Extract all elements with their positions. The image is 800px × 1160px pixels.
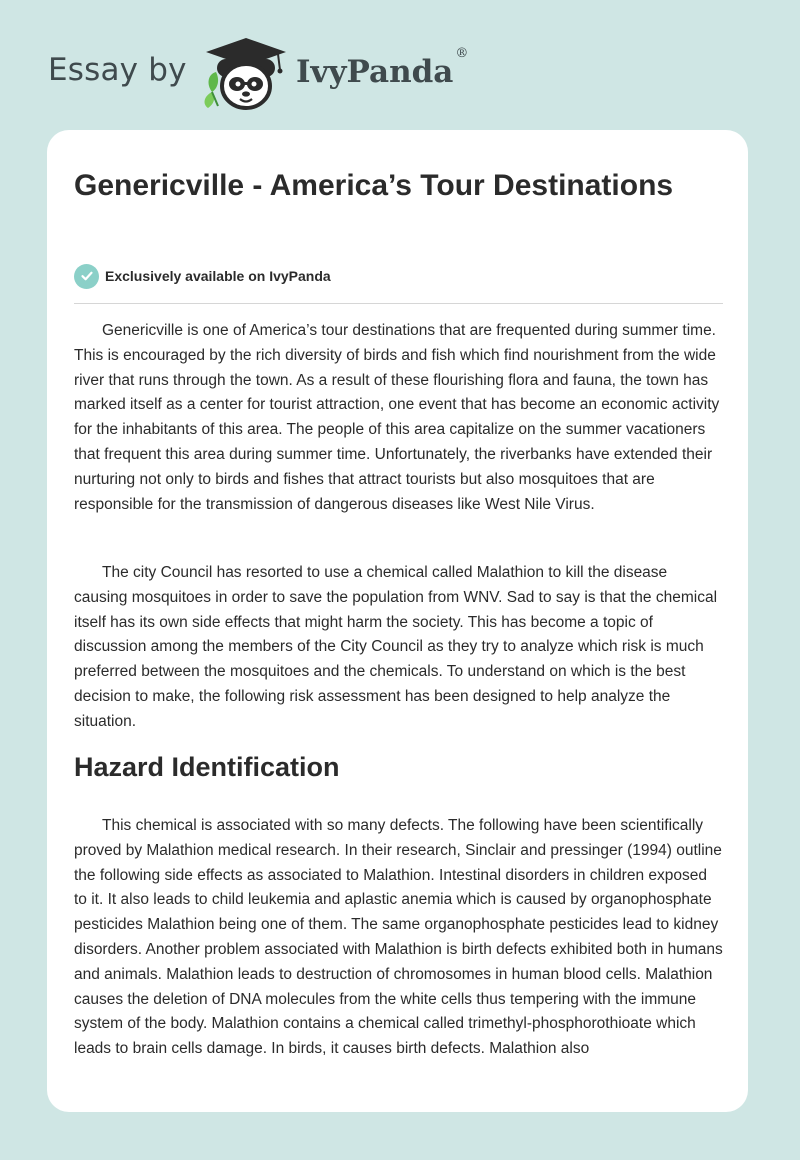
divider [74,303,723,304]
check-circle-icon [74,264,99,289]
paragraph-hazard: This chemical is associated with so many defects. The following have been scientifically proved by Malathion medical research. In their research, Sinclair and pressinger (1994) outline the following side effects as associated to Malathion. Intestinal disorders in children exposed to it. It also leads to child leukemia and aplastic anemia which is caused by organophosphate pesticides Malathion being one of them. The same organophosphate pesticides lead to kidney disorders. Another problem associated with Malathion is birth defects exhibited both in humans and animals. Malathion leads to destruction of chromosomes in human blood cells. Malathion causes the deletion of DNA molecules from the white cells thus tempering with the immune system of the body. Malathion contains a chemical called trimethyl-phosphorothioate which leads to brain cells damage. In birds, it causes birth defects. Malathion also [74,817,723,1058]
badge-text: Exclusively available on IvyPanda [105,268,331,284]
site-header [0,0,800,130]
panda-logo-icon[interactable] [198,32,294,112]
brand-name[interactable] [296,45,469,90]
page-title: Genericville - America’s Tour Destinations [74,169,674,202]
paragraph-intro: Genericville is one of America’s tour destinations that are frequented during summer time. This is encouraged by the rich diversity of birds and fish which find nourishment from the wide river that runs through the town. As a result of these flourishing flora and fauna, the town has marked itself as a center for tourist attraction, one event that has become an economic activity for the inhabitants of this area. The people of this area capitalize on the summer vacationers that frequent this area during summer time. Unfortunately, the riverbanks have extended their nurturing not only to birds and fishes that attract tourists but also mosquitoes that are responsible for the transmission of dangerous diseases like West Nile Virus. [74,322,720,513]
registered-mark: ® [455,45,469,61]
brand-prefix: Essay by [48,52,187,88]
brand-name-text: IvyPanda [296,54,454,90]
paragraph-council: The city Council has resorted to use a chemical called Malathion to kill the disease causing mosquitoes in order to save the population from WNV. Sad to say is that the chemical itself has its own side effects that might harm the society. This has become a topic of discussion among the members of the City Council as they try to analyze which risk is much preferred between the mosquitoes and the chemicals. To understand on which is the best decision to make, the following risk assessment has been designed to help analyze the situation. [74,564,718,730]
section-heading: Hazard Identification [74,752,340,782]
article-card [47,130,748,1112]
exclusive-badge [74,263,331,289]
